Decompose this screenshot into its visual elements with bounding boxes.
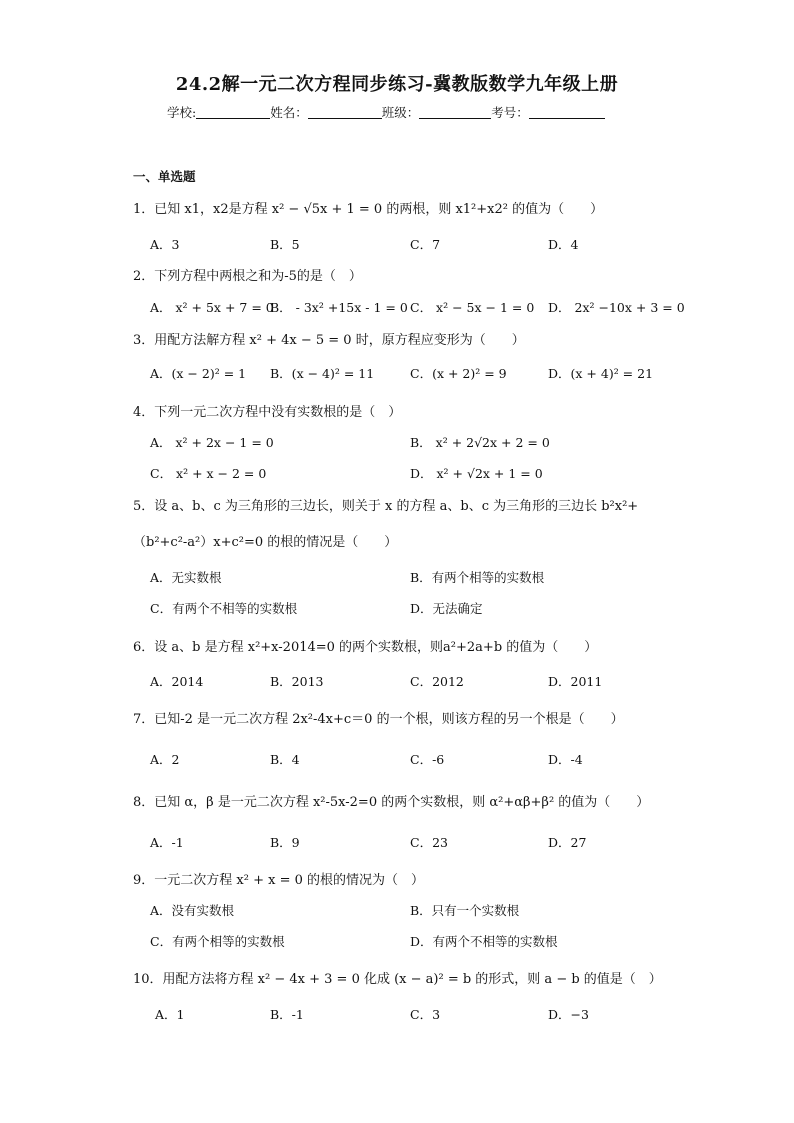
q9-option-c: C．有两个相等的实数根 bbox=[150, 934, 285, 949]
q10-option-a: A．1 bbox=[155, 1007, 185, 1022]
q3-option-b: B．(x − 4)² = 11 bbox=[270, 366, 375, 381]
q10-option-d: D．−3 bbox=[548, 1007, 589, 1022]
page-title: 24.2解一元二次方程同步练习-冀教版数学九年级上册 bbox=[175, 74, 619, 95]
question-8: 8．已知 α，β 是一元二次方程 x²-5x-2=0 的两个实数根，则 α²+αβ+β² 的值为（ ） bbox=[133, 795, 650, 810]
q10-option-b: B．-1 bbox=[270, 1007, 304, 1022]
q8-option-a: A．-1 bbox=[150, 835, 184, 850]
question-7: 7．已知-2 是一元二次方程 2x²-4x+c＝0 的一个根，则该方程的另一个根是（ ） bbox=[133, 712, 624, 727]
section-heading: 一、单选题 bbox=[133, 169, 196, 184]
exam-no-blank bbox=[529, 106, 605, 119]
q5-option-a: A．无实数根 bbox=[150, 570, 222, 585]
q4-option-b: B． x² + 2√2x + 2 = 0 bbox=[410, 435, 550, 450]
question-6: 6．设 a、b 是方程 x²+x-2014=0 的两个实数根，则a²+2a+b 的值为（ ） bbox=[133, 640, 598, 655]
question-10: 10．用配方法将方程 x² − 4x + 3 = 0 化成 (x − a)² = b 的形式，则 a − b 的值是（ ） bbox=[133, 972, 662, 987]
name-blank bbox=[308, 106, 382, 119]
q4-option-c: C． x² + x − 2 = 0 bbox=[150, 466, 267, 481]
question-5: 5．设 a、b、c 为三角形的三边长，则关于 x 的方程 a、b、c 为三角形的三边长 b²x²+ bbox=[133, 499, 639, 514]
question-2: 2．下列方程中两根之和为-5的是（ ） bbox=[133, 269, 362, 284]
q8-option-b: B．9 bbox=[270, 835, 300, 850]
q4-option-d: D． x² + √2x + 1 = 0 bbox=[410, 466, 543, 481]
q6-option-b: B．2013 bbox=[270, 674, 324, 689]
q2-option-b: B． - 3x² +15x - 1 = 0 bbox=[270, 300, 408, 315]
question-3: 3．用配方法解方程 x² + 4x − 5 = 0 时，原方程应变形为（ ） bbox=[133, 333, 525, 348]
exam-no-label: 考号： bbox=[491, 105, 529, 120]
q1-option-d: D．4 bbox=[548, 237, 579, 252]
q5-option-c: C．有两个不相等的实数根 bbox=[150, 601, 298, 616]
class-blank bbox=[419, 106, 491, 119]
question-9: 9．一元二次方程 x² + x = 0 的根的情况为（ ） bbox=[133, 873, 424, 888]
q1-option-c: C．7 bbox=[410, 237, 441, 252]
q9-option-d: D．有两个不相等的实数根 bbox=[410, 934, 558, 949]
q6-option-d: D．2011 bbox=[548, 674, 603, 689]
q6-option-a: A．2014 bbox=[150, 674, 204, 689]
question-5-cont: （b²+c²-a²）x+c²=0 的根的情况是（ ） bbox=[133, 535, 398, 550]
q3-option-a: A．(x − 2)² = 1 bbox=[150, 366, 247, 381]
class-label: 班级： bbox=[381, 105, 420, 120]
q2-option-a: A． x² + 5x + 7 = 0 bbox=[150, 300, 274, 315]
name-label: 姓名： bbox=[270, 105, 308, 120]
q2-option-d: D． 2x² −10x + 3 = 0 bbox=[548, 300, 685, 315]
school-blank bbox=[196, 106, 270, 119]
question-1: 1．已知 x1，x2是方程 x² − √5x + 1 = 0 的两根，则 x1²+x2² 的值为（ ） bbox=[133, 202, 604, 217]
q3-option-d: D．(x + 4)² = 21 bbox=[548, 366, 654, 381]
student-info-line bbox=[167, 103, 605, 121]
q5-option-d: D．无法确定 bbox=[410, 601, 483, 616]
q5-option-b: B．有两个相等的实数根 bbox=[410, 570, 545, 585]
q7-option-b: B．4 bbox=[270, 752, 300, 767]
q7-option-c: C．-6 bbox=[410, 752, 445, 767]
q3-option-c: C．(x + 2)² = 9 bbox=[410, 366, 507, 381]
q7-option-d: D．-4 bbox=[548, 752, 583, 767]
q10-option-c: C．3 bbox=[410, 1007, 441, 1022]
q4-option-a: A． x² + 2x − 1 = 0 bbox=[150, 435, 274, 450]
q9-option-b: B．只有一个实数根 bbox=[410, 903, 520, 918]
school-label: 学校: bbox=[167, 105, 197, 120]
q8-option-c: C．23 bbox=[410, 835, 448, 850]
q8-option-d: D．27 bbox=[548, 835, 587, 850]
question-4: 4．下列一元二次方程中没有实数根的是（ ） bbox=[133, 405, 402, 420]
q1-option-a: A．3 bbox=[150, 237, 180, 252]
q9-option-a: A．没有实数根 bbox=[150, 903, 235, 918]
q1-option-b: B．5 bbox=[270, 237, 300, 252]
q7-option-a: A．2 bbox=[150, 752, 180, 767]
q6-option-c: C．2012 bbox=[410, 674, 464, 689]
q2-option-c: C． x² − 5x − 1 = 0 bbox=[410, 300, 535, 315]
